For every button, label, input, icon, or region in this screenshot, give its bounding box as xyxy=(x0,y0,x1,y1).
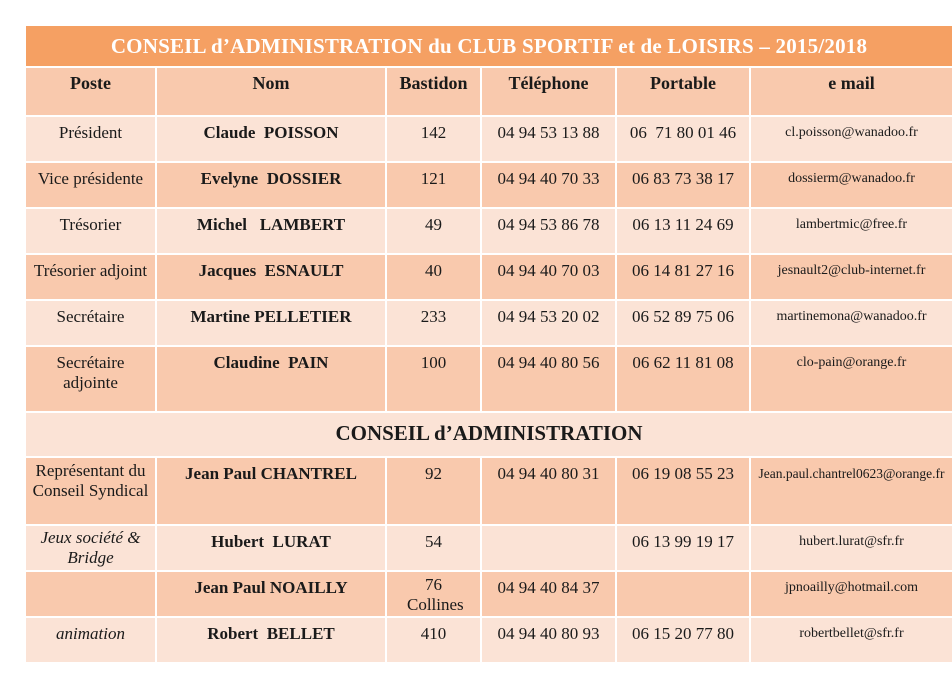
table-row xyxy=(26,526,952,572)
poste-cell xyxy=(26,572,157,616)
telephone-cell: 04 94 53 86 78 xyxy=(482,209,617,253)
portable-cell: 06 13 99 19 17 xyxy=(617,526,751,570)
table-row xyxy=(26,163,952,209)
portable-cell: 06 62 11 81 08 xyxy=(617,347,751,411)
table-row xyxy=(26,618,952,664)
email-cell: jpnoailly@hotmail.com xyxy=(784,580,919,595)
bastidon-cell: 410 xyxy=(387,618,482,662)
telephone-cell: 04 94 53 13 88 xyxy=(482,117,617,161)
table-title: CONSEIL d’ADMINISTRATION du CLUB SPORTIF et de LOISIRS – 2015/2018 xyxy=(26,26,952,68)
nom-cell: Hubert LURAT xyxy=(157,526,387,570)
bastidon-cell: 100 xyxy=(387,347,482,411)
header-telephone: Téléphone xyxy=(482,68,617,115)
poste-cell: Président xyxy=(26,117,157,161)
bastidon-cell: 121 xyxy=(387,163,482,207)
nom-cell: Robert BELLET xyxy=(157,618,387,662)
nom-cell: Martine PELLETIER xyxy=(157,301,387,345)
email-cell: martinemona@wanadoo.fr xyxy=(776,309,927,324)
poste-cell: Représentant du Conseil Syndical xyxy=(26,458,157,524)
bastidon-cell: 49 xyxy=(387,209,482,253)
portable-cell: 06 14 81 27 16 xyxy=(617,255,751,299)
email-cell: jesnault2@club-internet.fr xyxy=(777,263,926,278)
poste-cell: Secrétaire adjointe xyxy=(26,347,157,411)
telephone-cell: 04 94 40 84 37 xyxy=(482,572,617,616)
telephone-cell: 04 94 40 80 31 xyxy=(482,458,617,524)
email-cell: clo-pain@orange.fr xyxy=(796,355,907,370)
telephone-cell: 04 94 40 70 03 xyxy=(482,255,617,299)
nom-cell: Michel LAMBERT xyxy=(157,209,387,253)
section-title: CONSEIL d’ADMINISTRATION xyxy=(26,413,952,458)
nom-cell: Evelyne DOSSIER xyxy=(157,163,387,207)
email-cell: lambertmic@free.fr xyxy=(795,217,908,232)
portable-cell: 06 71 80 01 46 xyxy=(617,117,751,161)
poste-cell: Vice présidente xyxy=(26,163,157,207)
nom-cell: Claude POISSON xyxy=(157,117,387,161)
table-row xyxy=(26,209,952,255)
email-cell: robertbellet@sfr.fr xyxy=(799,626,904,641)
portable-cell: 06 19 08 55 23 xyxy=(617,458,751,524)
email-cell: cl.poisson@wanadoo.fr xyxy=(785,125,918,140)
poste-cell: animation xyxy=(26,618,157,662)
portable-cell: 06 15 20 77 80 xyxy=(617,618,751,662)
nom-cell: Jean Paul NOAILLY xyxy=(157,572,387,616)
portable-cell: 06 52 89 75 06 xyxy=(617,301,751,345)
email-cell: dossierm@wanadoo.fr xyxy=(788,171,915,186)
portable-cell: 06 83 73 38 17 xyxy=(617,163,751,207)
poste-cell: Trésorier adjoint xyxy=(26,255,157,299)
header-bastidon: Bastidon xyxy=(387,68,482,115)
bastidon-cell: 76 Collines xyxy=(387,572,482,616)
header-email: e mail xyxy=(828,73,875,93)
header-portable: Portable xyxy=(617,68,751,115)
table-row xyxy=(26,347,952,413)
telephone-cell: 04 94 53 20 02 xyxy=(482,301,617,345)
table-row xyxy=(26,572,952,618)
header-row xyxy=(26,68,952,117)
email-cell: hubert.lurat@sfr.fr xyxy=(799,534,904,549)
bastidon-cell: 142 xyxy=(387,117,482,161)
email-cell: Jean.paul.chantrel0623@orange.fr xyxy=(758,466,945,481)
table-row xyxy=(26,117,952,163)
portable-cell xyxy=(617,572,751,616)
nom-cell: Jacques ESNAULT xyxy=(157,255,387,299)
bastidon-cell: 40 xyxy=(387,255,482,299)
table-row xyxy=(26,301,952,347)
bastidon-cell: 54 xyxy=(387,526,482,570)
poste-cell: Trésorier xyxy=(26,209,157,253)
telephone-cell: 04 94 40 80 56 xyxy=(482,347,617,411)
telephone-cell: 04 94 40 70 33 xyxy=(482,163,617,207)
bastidon-cell: 92 xyxy=(387,458,482,524)
table-row xyxy=(26,458,952,526)
telephone-cell: 04 94 40 80 93 xyxy=(482,618,617,662)
board-table xyxy=(26,26,952,664)
header-nom: Nom xyxy=(157,68,387,115)
telephone-cell xyxy=(482,526,617,570)
bastidon-cell: 233 xyxy=(387,301,482,345)
nom-cell: Jean Paul CHANTREL xyxy=(157,458,387,524)
portable-cell: 06 13 11 24 69 xyxy=(617,209,751,253)
table-row xyxy=(26,255,952,301)
header-poste: Poste xyxy=(26,68,157,115)
poste-cell: Jeux société & Bridge xyxy=(26,526,157,570)
poste-cell: Secrétaire xyxy=(26,301,157,345)
nom-cell: Claudine PAIN xyxy=(157,347,387,411)
